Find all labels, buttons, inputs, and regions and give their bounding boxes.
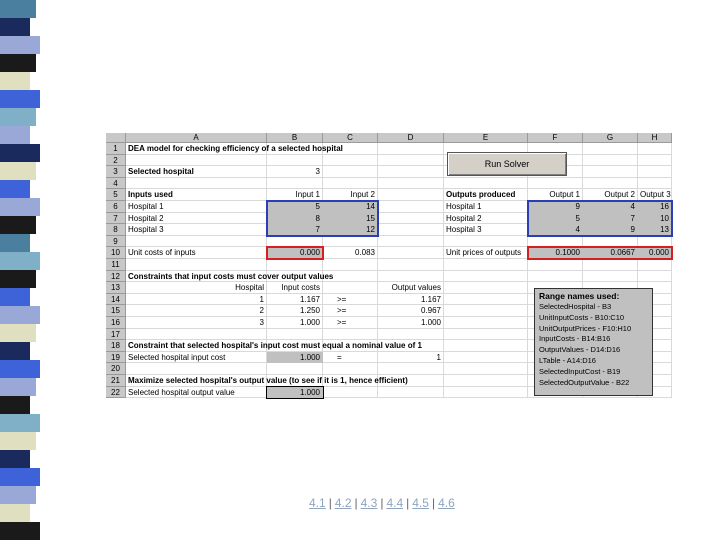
unit-output-prices-border: [527, 246, 673, 260]
stripe-block: [0, 450, 30, 468]
range-name-item: OutputValues - D14:D16: [539, 345, 621, 355]
stripe-block: [0, 18, 30, 36]
column-header-c[interactable]: C: [323, 133, 378, 143]
cell-f6[interactable]: 9: [575, 202, 580, 211]
cell-c15[interactable]: >=: [337, 306, 347, 316]
cell-f7[interactable]: 5: [575, 213, 580, 223]
cell-a6[interactable]: Hospital 1: [128, 202, 164, 211]
stripe-block: [0, 36, 40, 54]
stripe-block: [0, 126, 30, 144]
row-header[interactable]: 12: [106, 271, 126, 283]
cell-g8[interactable]: 9: [630, 225, 635, 235]
range-names-title: Range names used:: [539, 291, 620, 301]
row-header[interactable]: 9: [106, 236, 126, 248]
row-header[interactable]: 2: [106, 155, 126, 167]
cell-e5[interactable]: Outputs produced: [446, 190, 516, 200]
cell-a14[interactable]: 1: [259, 294, 264, 304]
nav-link-4-6[interactable]: 4.6: [438, 496, 455, 510]
cell-h8[interactable]: 13: [660, 225, 669, 235]
cell-a8[interactable]: Hospital 3: [128, 225, 164, 235]
cell-b13[interactable]: Input costs: [281, 283, 320, 293]
row-header[interactable]: 7: [106, 213, 126, 225]
range-name-item: LTable - A14:D16: [539, 355, 596, 365]
stripe-block: [0, 522, 40, 540]
nav-separator: |: [354, 496, 358, 510]
unit-input-costs-border: [266, 246, 324, 260]
stripe-block: [0, 432, 36, 450]
stripe-block: [0, 162, 36, 180]
stripe-block: [0, 270, 36, 288]
column-header-h[interactable]: H: [638, 133, 672, 143]
run-solver-button[interactable]: Run Solver: [447, 152, 567, 176]
column-header-b[interactable]: B: [267, 133, 323, 143]
stripe-block: [0, 144, 40, 162]
cell-e10[interactable]: Unit prices of outputs: [446, 248, 522, 258]
output-data-border: [527, 200, 673, 237]
range-names-list: [539, 302, 648, 388]
row-header[interactable]: 22: [106, 387, 126, 399]
stripe-block: [0, 486, 36, 504]
row-header[interactable]: 13: [106, 282, 126, 294]
row-header[interactable]: 20: [106, 363, 126, 375]
stripe-block: [0, 108, 36, 126]
cell-c14[interactable]: >=: [337, 294, 347, 304]
cell-e6[interactable]: Hospital 1: [446, 202, 482, 211]
stripe-block: [0, 306, 40, 324]
cell-a16[interactable]: 3: [259, 318, 264, 327]
stripe-block: [0, 342, 30, 360]
slide-nav: [309, 496, 455, 510]
cell-c5[interactable]: Input 2: [350, 190, 375, 200]
nav-separator: |: [328, 496, 332, 510]
stripe-block: [0, 468, 40, 486]
column-header-g[interactable]: G: [583, 133, 638, 143]
nav-link-4-1[interactable]: 4.1: [309, 496, 326, 510]
cell-g6[interactable]: 4: [630, 202, 635, 211]
stripe-block: [0, 54, 36, 72]
stripe-block: [0, 234, 30, 252]
cell-a19[interactable]: Selected hospital input cost: [128, 352, 226, 362]
cell-b3[interactable]: 3: [315, 167, 320, 177]
cell-b8[interactable]: 7: [315, 225, 320, 235]
cell-e8[interactable]: Hospital 3: [446, 225, 482, 235]
row-header[interactable]: 10: [106, 247, 126, 259]
cell-c10[interactable]: 0.083: [354, 248, 375, 258]
nav-link-4-2[interactable]: 4.2: [334, 496, 352, 510]
row-header[interactable]: 17: [106, 329, 126, 341]
cell-g10[interactable]: 0.0667: [610, 248, 635, 258]
row-header[interactable]: 18: [106, 340, 126, 352]
cell-a22[interactable]: Selected hospital output value: [128, 387, 235, 397]
cell-c8[interactable]: 12: [366, 225, 375, 235]
output-value-border: [266, 386, 324, 400]
cell-f10[interactable]: 0.1000: [555, 248, 580, 258]
gridline: [377, 143, 378, 398]
row-header[interactable]: 1: [106, 143, 126, 155]
cell-a5[interactable]: Inputs used: [128, 190, 173, 200]
cell-a15[interactable]: 2: [259, 306, 264, 316]
stripe-block: [0, 360, 40, 378]
cell-b5[interactable]: Input 1: [295, 190, 320, 200]
cell-h5[interactable]: Output 3: [640, 190, 671, 200]
cell-d16[interactable]: 1.000: [420, 318, 441, 327]
input-data-border: [266, 200, 379, 237]
cell-b7[interactable]: 8: [315, 213, 320, 223]
cell-d14[interactable]: 1.167: [420, 294, 441, 304]
corner-cell[interactable]: [106, 133, 126, 143]
cell-d15[interactable]: 0.967: [420, 306, 441, 316]
cell-c16[interactable]: >=: [337, 318, 347, 327]
nav-link-4-5[interactable]: 4.5: [412, 496, 429, 510]
row-header[interactable]: 15: [106, 305, 126, 317]
row-header[interactable]: 16: [106, 317, 126, 329]
cell-a12[interactable]: Constraints that input costs must cover output values: [128, 271, 334, 281]
range-name-item: SelectedOutputValue - B22: [539, 377, 630, 387]
range-name-item: SelectedHospital - B3: [539, 302, 612, 311]
cell-h6[interactable]: 16: [660, 202, 669, 211]
stripe-block: [0, 90, 40, 108]
cell-f8[interactable]: 4: [575, 225, 580, 235]
range-name-item: SelectedInputCost - B19: [539, 366, 621, 376]
row-header[interactable]: 8: [106, 224, 126, 236]
gridline: [671, 143, 672, 398]
stripe-block: [0, 288, 30, 306]
decorative-stripe: [0, 0, 62, 540]
cell-c7[interactable]: 15: [366, 213, 375, 223]
row-header[interactable]: 21: [106, 375, 126, 387]
cell-d13[interactable]: Output values: [391, 283, 441, 293]
cell-h7[interactable]: 10: [660, 213, 669, 223]
cell-e7[interactable]: Hospital 2: [446, 213, 482, 223]
column-header-d[interactable]: D: [378, 133, 444, 143]
column-header-a[interactable]: A: [126, 133, 267, 143]
cell-a7[interactable]: Hospital 2: [128, 213, 164, 223]
cell-a1[interactable]: DEA model for checking efficiency of a selected hospital: [128, 144, 343, 153]
range-name-item: InputCosts - B14:B16: [539, 334, 611, 344]
gridline: [443, 143, 444, 398]
row-header[interactable]: 11: [106, 259, 126, 271]
cell-g7[interactable]: 7: [630, 213, 635, 223]
cell-a3[interactable]: Selected hospital: [128, 167, 194, 177]
row-header[interactable]: 19: [106, 352, 126, 364]
stripe-block: [0, 0, 36, 18]
nav-separator: |: [380, 496, 384, 510]
gridline: [126, 165, 672, 166]
cell-b22[interactable]: 1.000: [299, 387, 320, 397]
cell-b10[interactable]: 0.000: [299, 248, 320, 258]
stripe-block: [0, 504, 30, 522]
nav-link-4-4[interactable]: 4.4: [386, 496, 404, 510]
nav-link-4-3[interactable]: 4.3: [360, 496, 378, 510]
row-header[interactable]: 4: [106, 178, 126, 190]
cell-d19[interactable]: 1: [436, 352, 441, 362]
stripe-block: [0, 414, 40, 432]
stripe-block: [0, 72, 30, 90]
stripe-block: [0, 378, 36, 396]
row-header[interactable]: 5: [106, 189, 126, 201]
cell-b16[interactable]: 1.000: [299, 318, 320, 327]
range-name-item: UnitOutputPrices - F10:H10: [539, 323, 632, 333]
cell-a21[interactable]: Maximize selected hospital's output value (to see if it is 1, hence efficient): [128, 376, 408, 385]
row-header[interactable]: 3: [106, 166, 126, 178]
cell-b14[interactable]: 1.167: [299, 294, 320, 304]
cell-b6[interactable]: 5: [315, 202, 320, 211]
cell-g5[interactable]: Output 2: [604, 190, 635, 200]
column-header-e[interactable]: E: [444, 133, 528, 143]
stripe-block: [0, 216, 36, 234]
row-header[interactable]: 14: [106, 294, 126, 306]
nav-separator: |: [431, 496, 436, 510]
cell-f5[interactable]: Output 1: [549, 190, 580, 200]
nav-separator: |: [406, 496, 410, 510]
gridline: [527, 143, 528, 398]
cell-a13[interactable]: Hospital: [235, 283, 264, 293]
cell-b19[interactable]: 1.000: [299, 352, 320, 362]
stripe-block: [0, 198, 40, 216]
cell-h10[interactable]: 0.000: [648, 248, 669, 258]
row-header[interactable]: 6: [106, 201, 126, 213]
spreadsheet: [106, 133, 672, 408]
cell-a18[interactable]: Constraint that selected hospital's input cost must equal a nominal value of 1: [128, 341, 422, 351]
range-names-box: [534, 288, 653, 396]
cell-b15[interactable]: 1.250: [299, 306, 320, 316]
cell-c6[interactable]: 14: [366, 202, 375, 211]
cell-a10[interactable]: Unit costs of inputs: [128, 248, 196, 258]
stripe-block: [0, 180, 30, 198]
gridline: [126, 177, 672, 178]
stripe-block: [0, 252, 40, 270]
stripe-block: [0, 324, 36, 342]
stripe-block: [0, 396, 30, 414]
column-header-f[interactable]: F: [528, 133, 583, 143]
cell-c19[interactable]: =: [337, 352, 342, 362]
range-name-item: UnitInputCosts - B10:C10: [539, 312, 625, 322]
